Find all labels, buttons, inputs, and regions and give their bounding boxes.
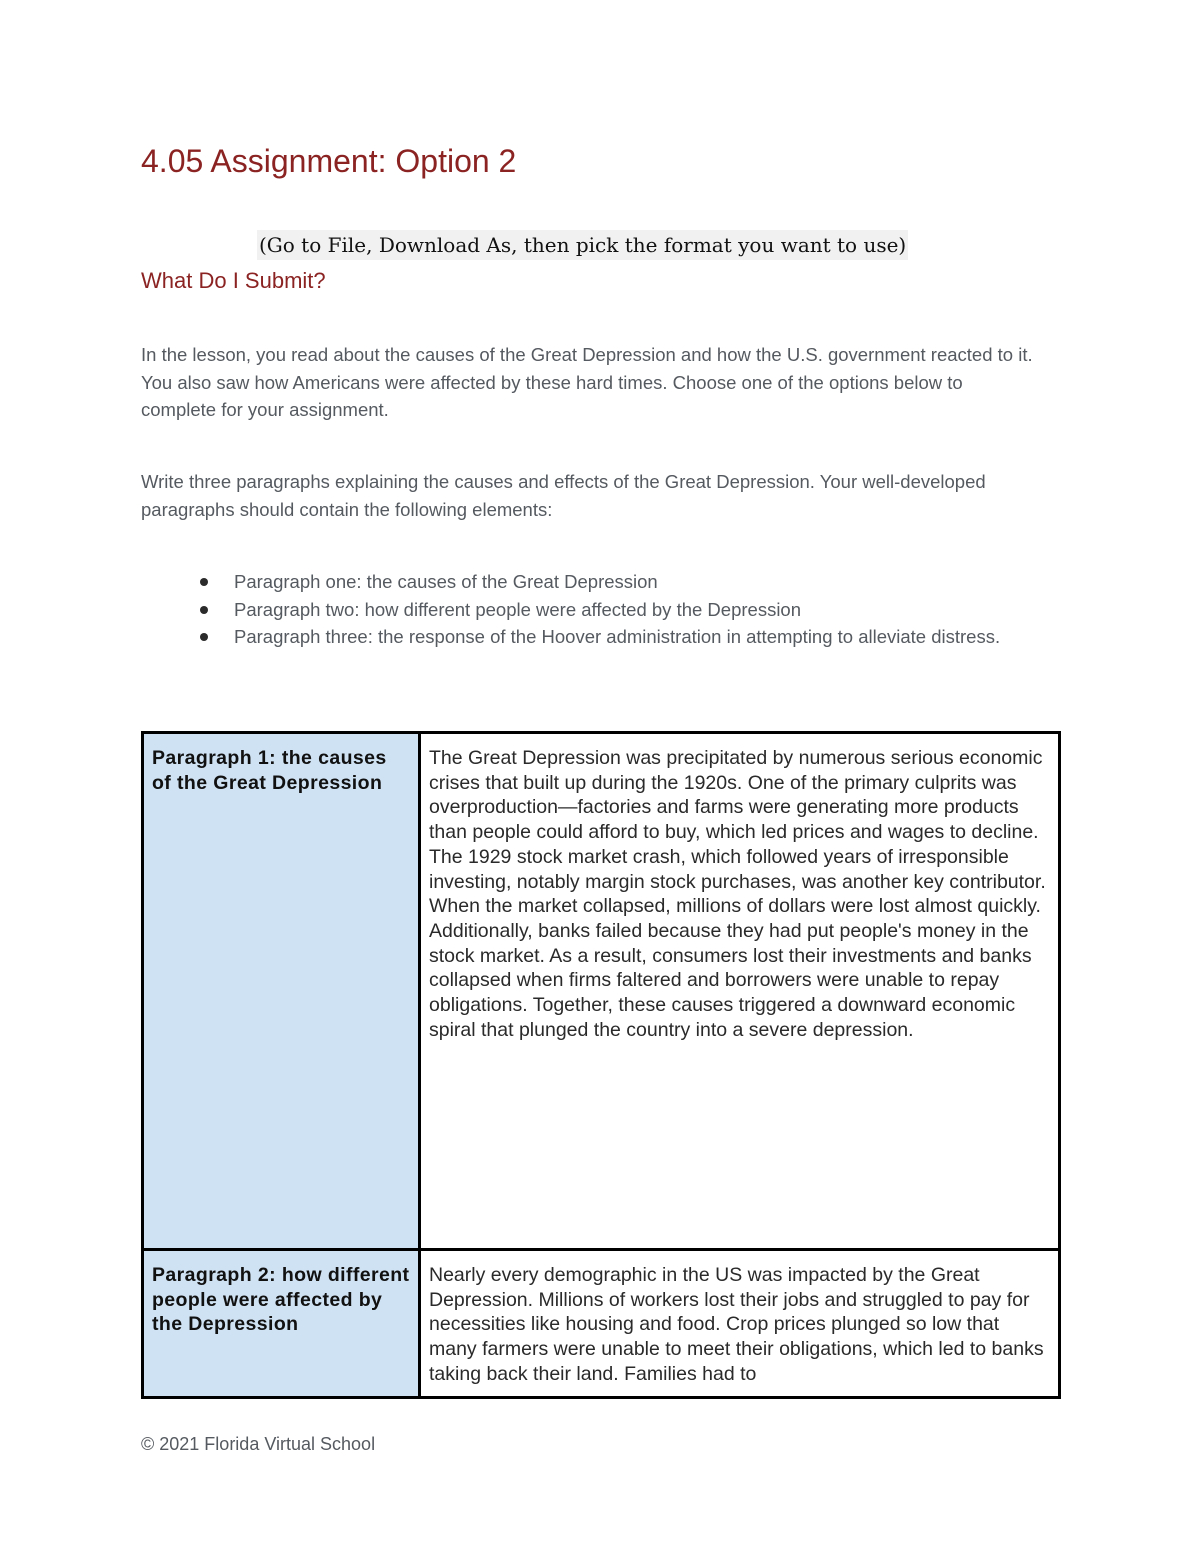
download-instruction: (Go to File, Download As, then pick the format you want to use): [257, 230, 908, 260]
list-item-text: Paragraph one: the causes of the Great Depression: [234, 571, 658, 592]
copyright-footer: © 2021 Florida Virtual School: [141, 1434, 376, 1454]
bullet-icon: [200, 633, 208, 641]
list-item: [200, 596, 1030, 624]
list-item: [200, 623, 1030, 651]
intro-paragraph: In the lesson, you read about the causes of the Great Depression and how the U.S. government reacted to it. You also saw how Americans were affected by these hard times. Choose one of the options below to complete for your assignment.: [141, 344, 1033, 420]
paragraph-table: [141, 731, 1061, 1399]
table-row: [143, 733, 1060, 1250]
row-content-cell[interactable]: Nearly every demographic in the US was impacted by the Great Depression. Millions of workers lost their jobs and struggled to pay for necessities like housing and food. Crop prices plunged so low that many farmers were unable to meet their obligations, which led to banks taking back their land. Families had to: [420, 1250, 1060, 1398]
list-item-text: Paragraph two: how different people were affected by the Depression: [234, 598, 802, 620]
list-item: [200, 568, 1030, 596]
requirements-list: [200, 568, 1030, 651]
row-label-cell: Paragraph 2: how different people were affected by the Depression: [143, 1250, 420, 1398]
row-label-cell: Paragraph 1: the causes of the Great Depression: [143, 733, 420, 1250]
bullet-icon: [200, 578, 208, 586]
list-item-text: Paragraph three: the response of the Hoover administration in attempting to alleviate distress.: [234, 626, 1001, 647]
prompt-paragraph: Write three paragraphs explaining the causes and effects of the Great Depression. Your well-developed paragraphs should contain the following elements:: [141, 471, 986, 520]
row-content-cell[interactable]: The Great Depression was precipitated by numerous serious economic crises that built up during the 1920s. One of the primary culprits was overproduction—factories and farms were generating more products than people could afford to buy, which led prices and wages to decline. The 1929 stock market crash, which followed years of irresponsible investing, notably margin stock purchases, was another key contributor. When the market collapsed, millions of dollars were lost almost quickly. Additionally, banks failed because they had put people's money in the stock market. As a result, consumers lost their investments and banks collapsed when firms faltered and borrowers were unable to repay obligations. Together, these causes triggered a downward economic spiral that plunged the country into a severe depression.: [420, 733, 1060, 1250]
section-heading: What Do I Submit?: [141, 268, 326, 293]
table-row: [143, 1250, 1060, 1398]
bullet-icon: [200, 606, 208, 614]
page-title: 4.05 Assignment: Option 2: [141, 143, 517, 179]
